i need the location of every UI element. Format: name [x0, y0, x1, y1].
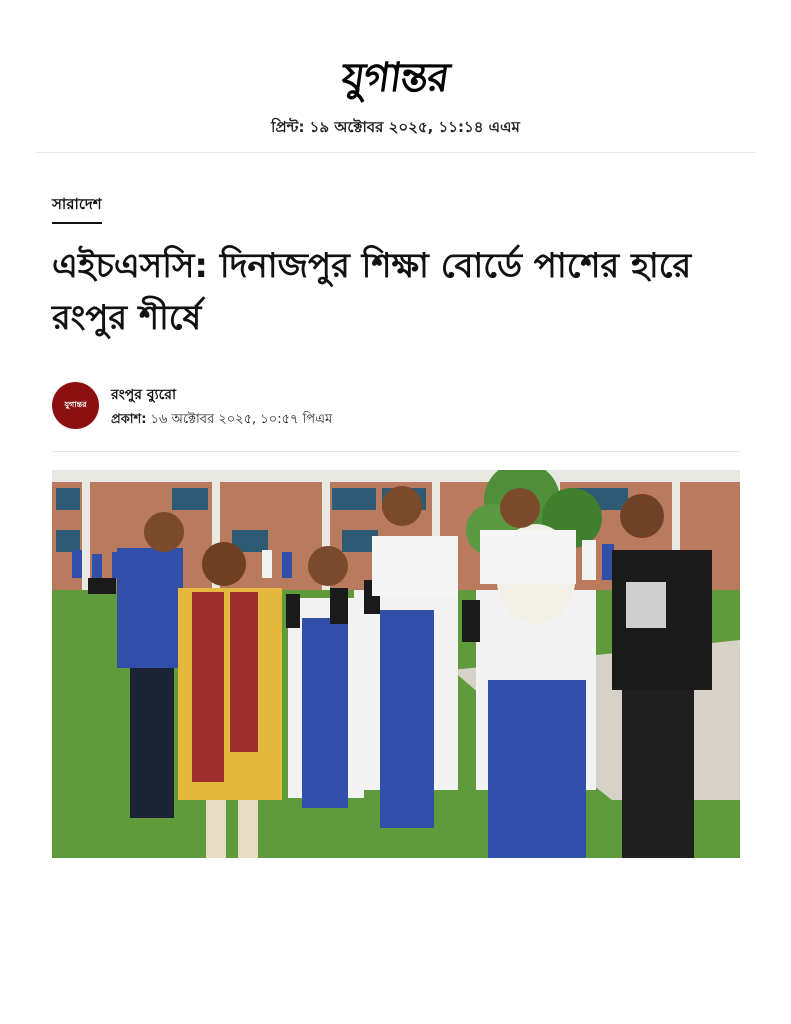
photo-building-window [172, 488, 208, 510]
photo-building-column [82, 470, 90, 595]
print-date: প্রিন্ট: ১৯ অক্টোবর ২০২৫, ১১:১৪ এএম [271, 118, 520, 136]
published-date [111, 410, 332, 431]
masthead [0, 52, 791, 104]
author-name-link[interactable]: রংপুর ব্যুরো [111, 387, 177, 403]
article-photo [52, 470, 740, 858]
section-category-link[interactable]: সারাদেশ [52, 193, 102, 224]
site-logo[interactable]: যুগান্তর [339, 54, 453, 101]
photo-building-window [332, 488, 376, 510]
photo-building-band [52, 470, 740, 482]
article-headline: এইচএসসি: দিনাজপুর শিক্ষা বোর্ডে পাশের হারে রংপুর শীর্ষে [52, 246, 692, 338]
byline-divider [52, 451, 740, 452]
photo-building-window [56, 530, 80, 552]
avatar-logo-text: যুগান্তর [64, 399, 87, 409]
author-avatar [52, 382, 99, 429]
published-datetime: ১৬ অক্টোবর ২০২৫, ১০:৫৭ পিএম [150, 412, 333, 427]
article-photo-illustration [52, 470, 740, 858]
photo-building-window [56, 488, 80, 510]
header-divider [36, 152, 755, 153]
published-label: প্রকাশ: [111, 412, 147, 427]
